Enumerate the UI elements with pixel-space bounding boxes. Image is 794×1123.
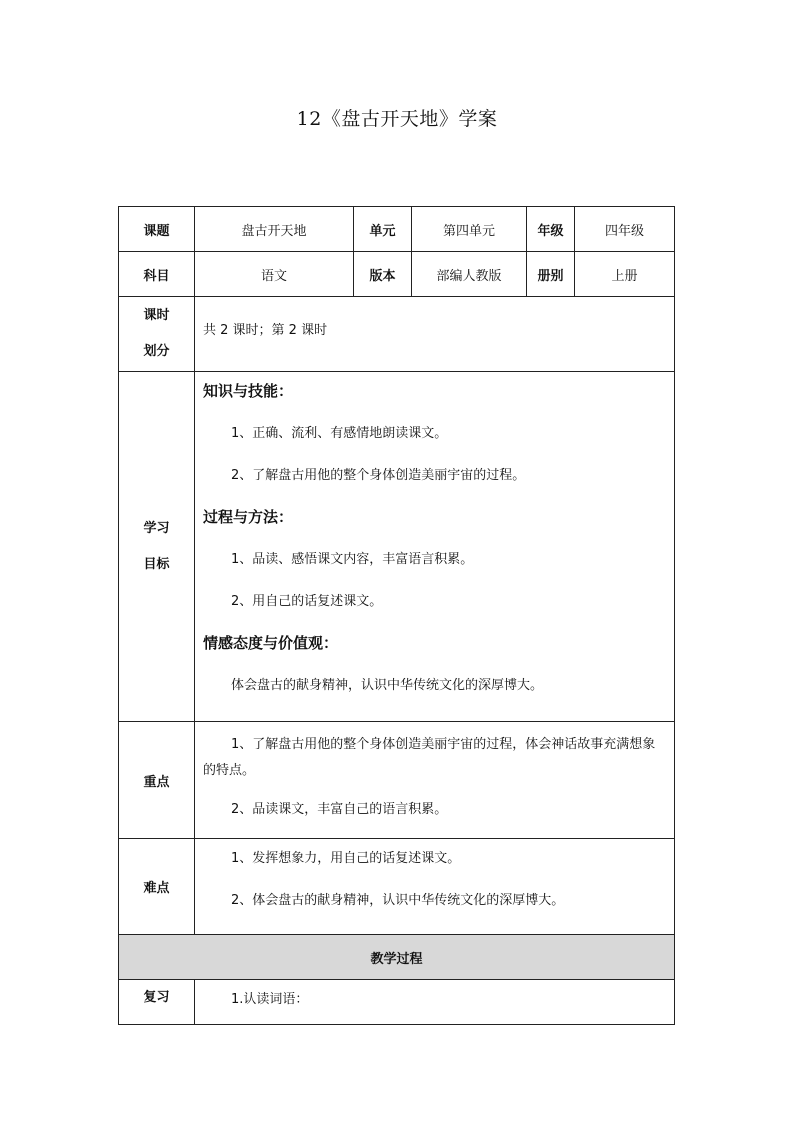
schedule-label-line-2: 划分	[143, 344, 170, 359]
process-heading: 过程与方法：	[203, 508, 294, 526]
key-points-row	[119, 722, 675, 839]
grade-label: 年级	[527, 207, 575, 252]
difficulties-label: 难点	[119, 839, 195, 935]
key-points-label: 重点	[119, 722, 195, 839]
edition-value: 部编人教版	[412, 252, 527, 297]
objectives-row	[119, 372, 675, 722]
schedule-cell	[195, 297, 675, 372]
process-item-1: 1、品读、感悟课文内容，丰富语言积累。	[231, 552, 474, 567]
difficulty-2: 2、体会盘古的献身精神，认识中华传统文化的深厚博大。	[231, 893, 565, 908]
knowledge-item-1: 1、正确、流利、有感情地朗读课文。	[231, 426, 448, 441]
objectives-label	[119, 372, 195, 722]
key-points-cell	[195, 722, 675, 839]
subject-value: 语文	[195, 252, 354, 297]
process-item-2: 2、用自己的话复述课文。	[231, 594, 383, 609]
process-header-row	[119, 935, 675, 980]
volume-value: 上册	[575, 252, 675, 297]
schedule-text: 共 2 课时；第 2 课时	[203, 323, 328, 338]
topic-label: 课题	[119, 207, 195, 252]
schedule-label	[119, 297, 195, 372]
objectives-label-line-2: 目标	[143, 556, 170, 572]
unit-value: 第四单元	[412, 207, 527, 252]
difficulty-1: 1、发挥想象力，用自己的话复述课文。	[231, 851, 461, 866]
unit-label: 单元	[354, 207, 412, 252]
difficulties-row	[119, 839, 675, 935]
review-cell	[195, 980, 675, 1025]
schedule-row	[119, 297, 675, 372]
key-point-1: 1、了解盘古用他的整个身体创造美丽宇宙的过程，体会神话故事充满想象的特点。	[203, 737, 656, 778]
teaching-process-header: 教学过程	[119, 935, 675, 980]
lesson-plan-table	[118, 206, 675, 1025]
review-row	[119, 980, 675, 1025]
difficulties-cell	[195, 839, 675, 935]
review-label: 复习	[119, 980, 195, 1025]
objectives-label-line-1: 学习	[143, 520, 170, 536]
knowledge-item-2: 2、了解盘古用他的整个身体创造美丽宇宙的过程。	[231, 468, 526, 483]
document-title: 12《盘古开天地》学案	[296, 108, 498, 130]
knowledge-heading: 知识与技能：	[203, 382, 294, 400]
subject-label: 科目	[119, 252, 195, 297]
schedule-label-line-1: 课时	[143, 308, 170, 323]
key-point-2: 2、品读课文，丰富自己的语言积累。	[231, 802, 448, 817]
edition-label: 版本	[354, 252, 412, 297]
info-row-1	[119, 207, 675, 252]
review-text: 1.认读词语：	[231, 992, 309, 1007]
info-row-2	[119, 252, 675, 297]
objectives-cell	[195, 372, 675, 722]
grade-value: 四年级	[575, 207, 675, 252]
volume-label: 册别	[527, 252, 575, 297]
topic-value: 盘古开天地	[195, 207, 354, 252]
attitude-heading: 情感态度与价值观：	[203, 634, 339, 652]
attitude-item-1: 体会盘古的献身精神，认识中华传统文化的深厚博大。	[231, 678, 544, 693]
